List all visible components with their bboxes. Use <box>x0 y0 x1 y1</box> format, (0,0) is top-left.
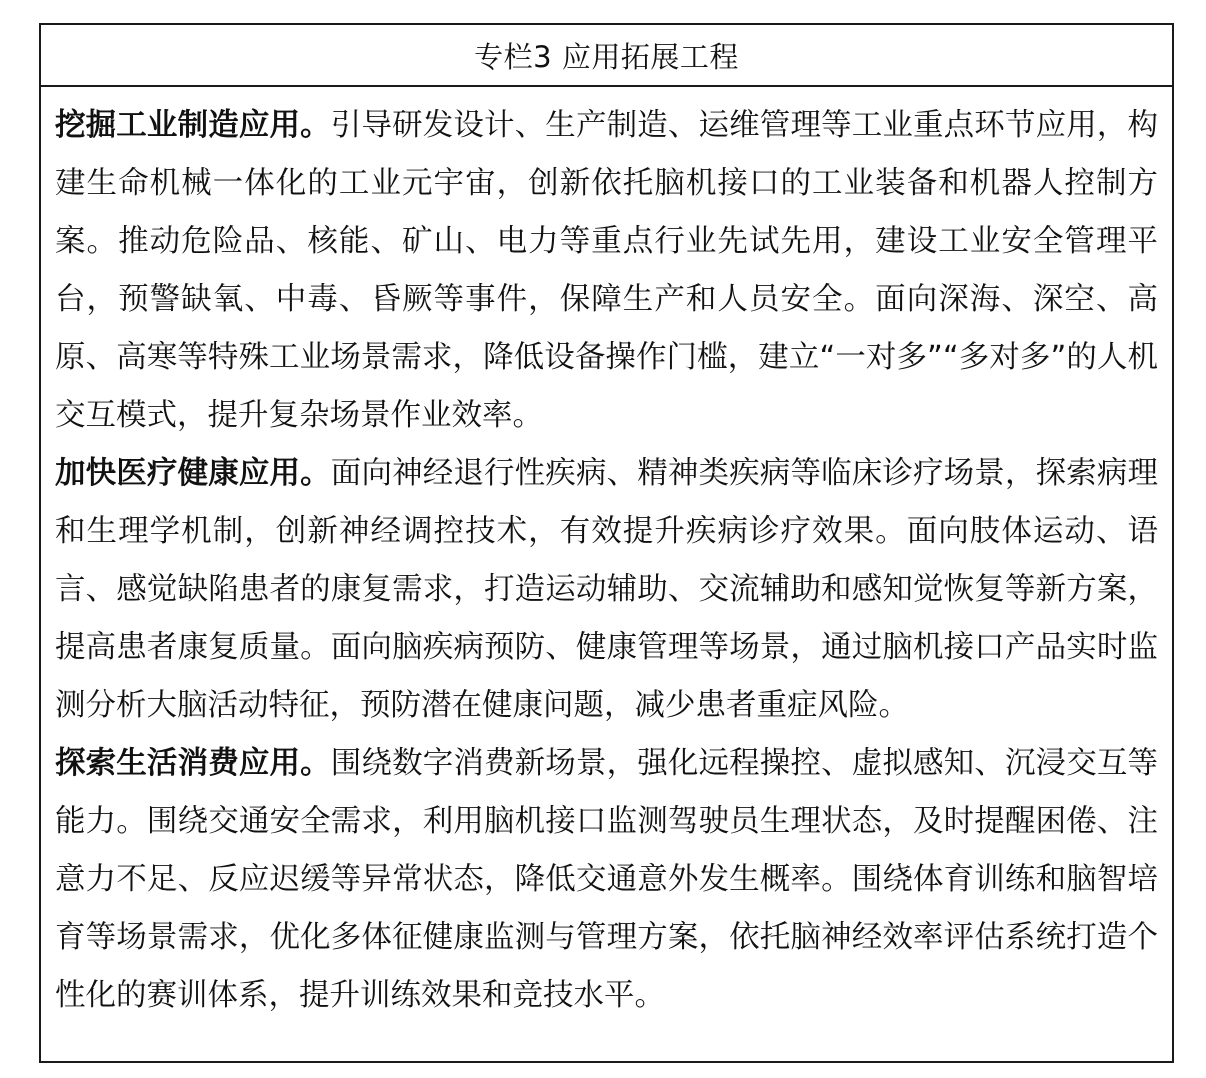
paragraph-lead: 挖掘工业制造应用。 <box>55 108 331 143</box>
paragraph-consumer <box>55 735 1158 1025</box>
column-body <box>41 87 1172 1025</box>
paragraph-lead: 探索生活消费应用。 <box>55 746 331 781</box>
paragraph-text: 围绕数字消费新场景，强化远程操控、虚拟感知、沉浸交互等能力。围绕交通安全需求，利用脑机接口监测驾驶员生理状态，及时提醒困倦、注意力不足、反应迟缓等异常状态，降低交通意外发生概率。围绕体育训练和脑智培育等场景需求，优化多体征健康监测与管理方案，依托脑神经效率评估系统打造个性化的赛训体系，提升训练效果和竞技水平。 <box>55 746 1159 1013</box>
column-title: 专栏3 应用拓展工程 <box>41 25 1172 87</box>
paragraph-lead: 加快医疗健康应用。 <box>55 456 331 491</box>
paragraph-industrial <box>55 97 1158 445</box>
paragraph-text: 引导研发设计、生产制造、运维管理等工业重点环节应用，构建生命机械一体化的工业元宇宙，创新依托脑机接口的工业装备和机器人控制方案。推动危险品、核能、矿山、电力等重点行业先试先用，建设工业安全管理平台，预警缺氧、中毒、昏厥等事件，保障生产和人员安全。面向深海、深空、高原、高寒等特殊工业场景需求，降低设备操作门槛，建立“一对多”“多对多”的人机交互模式，提升复杂场景作业效率。 <box>55 108 1159 433</box>
column-box <box>39 23 1174 1063</box>
paragraph-text: 面向神经退行性疾病、精神类疾病等临床诊疗场景，探索病理和生理学机制，创新神经调控技术，有效提升疾病诊疗效果。面向肢体运动、语言、感觉缺陷患者的康复需求，打造运动辅助、交流辅助和感知觉恢复等新方案，提高患者康复质量。面向脑疾病预防、健康管理等场景，通过脑机接口产品实时监测分析大脑活动特征，预防潜在健康问题，减少患者重症风险。 <box>55 456 1159 723</box>
paragraph-medical <box>55 445 1158 735</box>
